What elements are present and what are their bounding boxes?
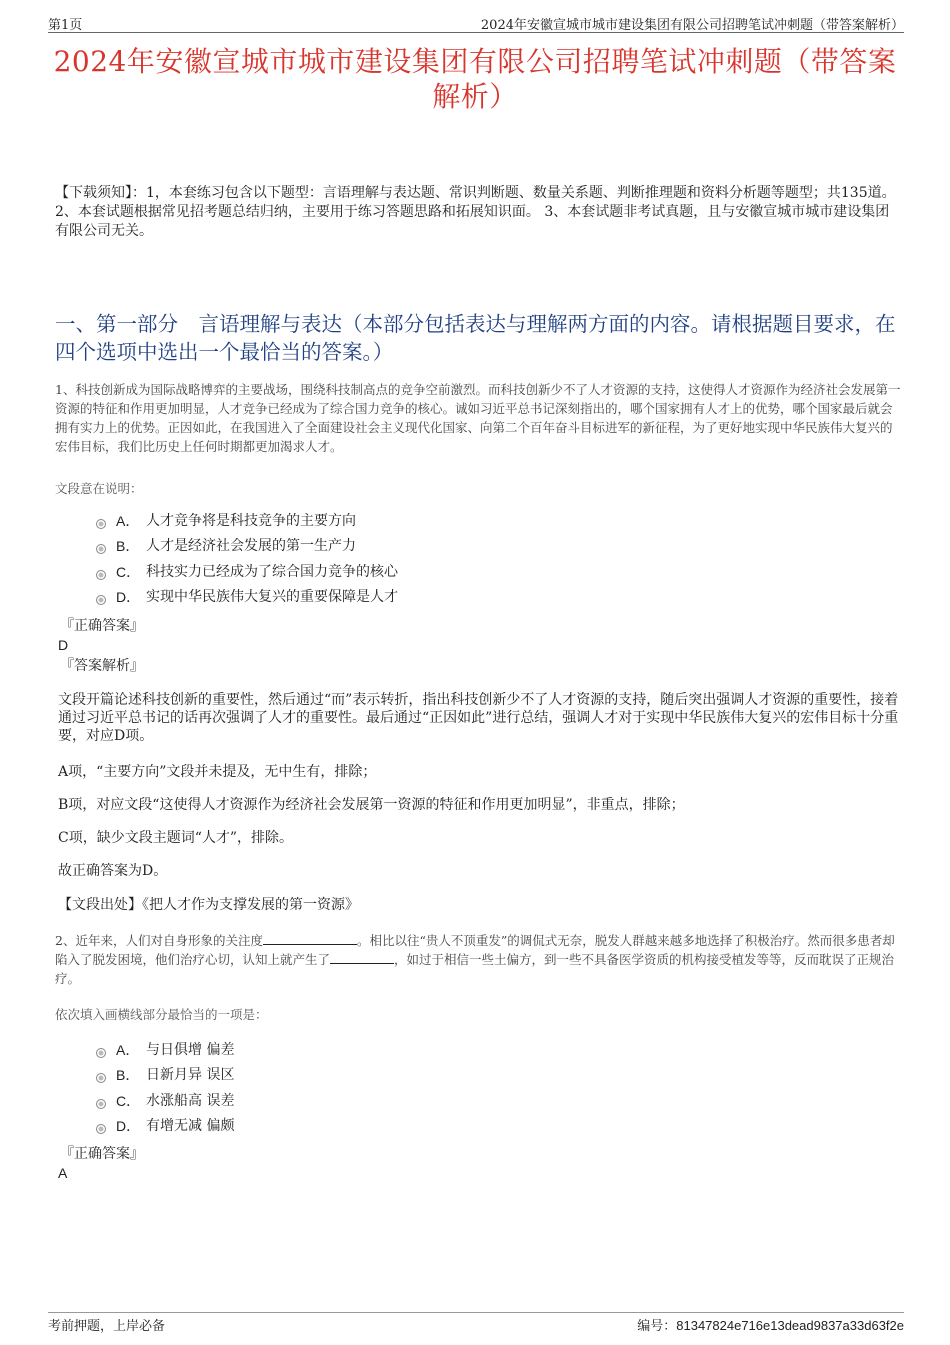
correct-answer-label: 『正确答案』 <box>60 618 144 634</box>
analysis-conclusion: 故正确答案为D。 <box>58 863 168 879</box>
option-b[interactable]: B． 人才是经济社会发展的第一生产力 <box>96 534 398 560</box>
radio-icon[interactable] <box>96 544 106 554</box>
option-b[interactable]: B． 日新月异 误区 <box>96 1063 234 1089</box>
option-c[interactable]: C． 科技实力已经成为了综合国力竞争的核心 <box>96 559 398 585</box>
question-1-prompt: 文段意在说明： <box>55 481 143 496</box>
option-d[interactable]: D． 实现中华民族伟大复兴的重要保障是人才 <box>96 585 398 611</box>
document-title: 2024年安徽宣城市城市建设集团有限公司招聘笔试冲刺题（带答案解析） <box>53 45 897 113</box>
footer-divider <box>48 1312 904 1313</box>
section-heading: 一、第一部分 言语理解与表达（本部分包括表达与理解两方面的内容。请根据题目要求，在四个选项中选出一个最恰当的答案。） <box>55 312 896 364</box>
page-number: 第1页 <box>48 18 83 33</box>
option-a[interactable]: A． 与日俱增 偏差 <box>96 1037 234 1063</box>
radio-icon[interactable] <box>96 1124 106 1134</box>
radio-icon[interactable] <box>96 1048 106 1058</box>
radio-icon[interactable] <box>96 519 106 529</box>
analysis-paragraph: 文段开篇论述科技创新的重要性，然后通过“而”表示转折，指出科技创新少不了人才资源的支持，随后突出强调人才资源的重要性，接着通过习近平总书记的话再次强调了人才的重要性。最后通过“正因如此”进行总结，强调人才对于实现中华民族伟大复兴的宏伟目标十分重要，对应D项。 <box>58 692 899 744</box>
correct-answer: D <box>58 637 69 653</box>
footer-code: 编号：81347824e716e13dead9837a33d63f2e <box>637 1318 904 1334</box>
analysis-label: 『答案解析』 <box>60 658 144 674</box>
analysis-option-c: C项，缺少文段主题词“人才”，排除。 <box>58 830 294 846</box>
footer-slogan: 考前押题，上岸必备 <box>48 1319 166 1334</box>
option-a[interactable]: A． 人才竞争将是科技竞争的主要方向 <box>96 508 398 534</box>
correct-answer: A <box>58 1165 68 1181</box>
download-notice: 【下载须知】：1，本套练习包含以下题型：言语理解与表达题、常识判断题、数量关系题、判断推理题和资料分析题等题型；共135道。 2、本套试题根据常见招考题总结归纳，主要用于练习答题思路和拓展知识面。 3、本套试题非考试真题，且与安徽宣城市城市建设集团有限公司无关。 <box>55 185 896 239</box>
correct-answer-label: 『正确答案』 <box>60 1146 144 1162</box>
analysis-option-a: A项，“主要方向”文段并未提及，无中生有，排除； <box>58 764 377 780</box>
question-2-options <box>96 1037 234 1139</box>
option-d[interactable]: D． 有增无减 偏颇 <box>96 1114 234 1140</box>
question-1-text: 1、科技创新成为国际战略博弈的主要战场，围绕科技制高点的竞争空前激烈。而科技创新少不了人才资源的支持，这使得人才资源作为经济社会发展第一资源的特征和作用更加明显，人才竞争已经成为了综合国力竞争的核心。诚如习近平总书记深刻指出的，哪个国家拥有人才上的优势，哪个国家最后就会拥有实力上的优势。正因如此，在我国进入了全面建设社会主义现代化国家、向第二个百年奋斗目标进军的新征程，为了更好地实现中华民族伟大复兴的宏伟目标，我们比历史上任何时期都更加渴求人才。 <box>55 382 901 454</box>
fill-blank-2 <box>330 951 394 964</box>
radio-icon[interactable] <box>96 1073 106 1083</box>
question-2-prompt: 依次填入画横线部分最恰当的一项是： <box>55 1007 268 1022</box>
fill-blank-1 <box>263 932 357 945</box>
header-doc-title: 2024年安徽宣城市城市建设集团有限公司招聘笔试冲刺题（带答案解析） <box>480 18 904 33</box>
option-c[interactable]: C． 水涨船高 误差 <box>96 1088 234 1114</box>
question-2-text: 2、近年来，人们对自身形象的关注度 。相比以往“贵人不顶重发”的调侃式无奈，脱发人群越来越多地选择了积极治疗。然而很多患者却陷入了脱发困境，他们治疗心切，认知上就产生了 ，如过于相信一些土偏方，到一些不具备医学资质的机构接受植发等等，反而耽误了正规治疗。 <box>55 933 895 986</box>
radio-icon[interactable] <box>96 570 106 580</box>
question-1-options <box>96 508 398 610</box>
header-divider <box>48 32 904 33</box>
radio-icon[interactable] <box>96 1099 106 1109</box>
radio-icon[interactable] <box>96 595 106 605</box>
analysis-source: 【文段出处】《把人才作为支撑发展的第一资源》 <box>58 897 359 913</box>
analysis-option-b: B项，对应文段“这使得人才资源作为经济社会发展第一资源的特征和作用更加明显”，非重点，排除； <box>58 797 685 813</box>
